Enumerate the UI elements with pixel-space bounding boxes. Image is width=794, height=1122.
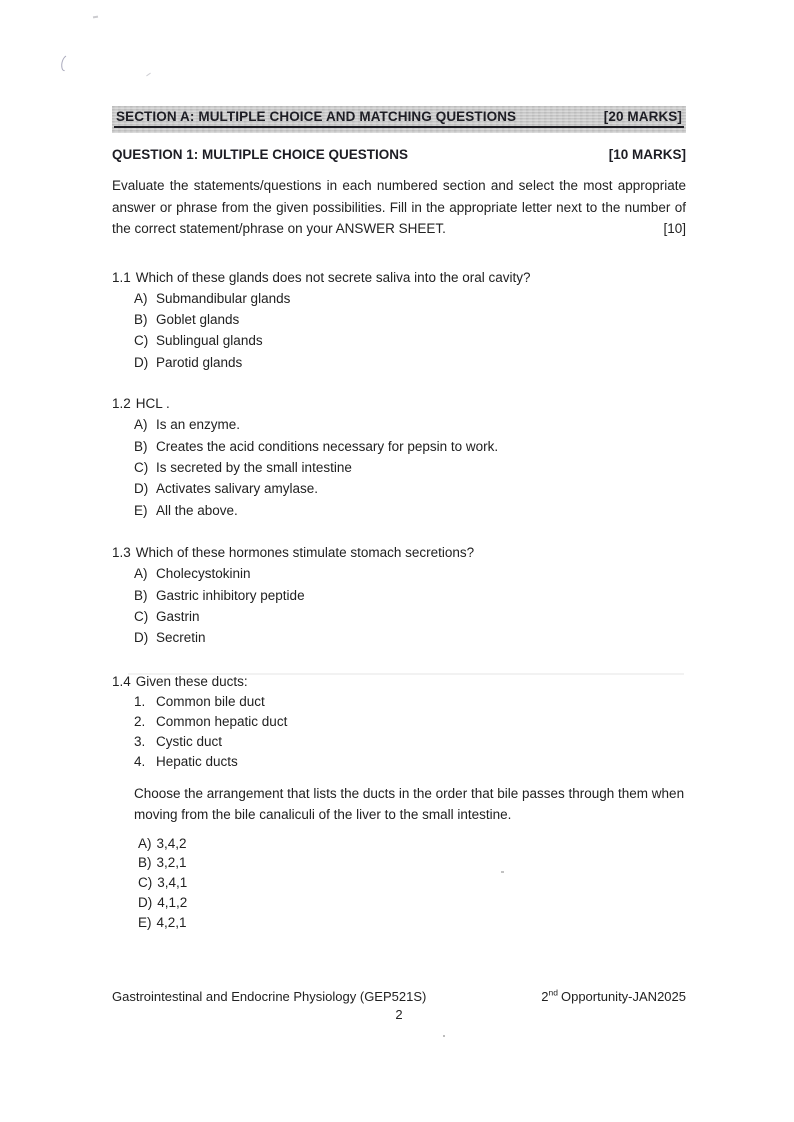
question-1-4 — [112, 671, 686, 933]
option-text: 4,1,2 — [157, 894, 188, 910]
document-body — [112, 0, 686, 933]
option-letter: D) — [134, 354, 149, 370]
question-1-3 — [112, 542, 686, 649]
option-text: 3,4,1 — [157, 875, 188, 891]
option-letter: A) — [134, 290, 148, 306]
question-title — [112, 393, 686, 414]
option-row — [138, 873, 686, 893]
question-title — [112, 542, 686, 563]
option-row — [138, 893, 686, 913]
option-row — [138, 853, 686, 873]
option-letter: C) — [134, 459, 149, 475]
option-row — [134, 309, 686, 330]
option-letter: A) — [138, 835, 152, 851]
option-text: Activates salivary amylase. — [156, 481, 319, 497]
option-text: Cholecystokinin — [156, 566, 251, 582]
option-text: 3,4,2 — [156, 835, 187, 851]
footer-session-number: 2 — [541, 989, 549, 1004]
question-1-1 — [112, 267, 686, 374]
option-row — [134, 500, 686, 521]
option-text: Creates the acid conditions necessary for pepsin to work. — [156, 438, 499, 454]
option-text: All the above. — [156, 502, 238, 518]
duct-list — [112, 692, 686, 773]
option-letter: B) — [134, 587, 148, 603]
option-letter: D) — [134, 481, 149, 497]
section-header-bar — [112, 106, 686, 133]
question-1-2 — [112, 393, 686, 521]
option-letter: E) — [138, 914, 152, 930]
page-number: 2 — [395, 1007, 403, 1022]
question-text: Which of these hormones stimulate stomach secretions? — [135, 545, 475, 561]
page-footer — [112, 989, 686, 1004]
question1-title: QUESTION 1: MULTIPLE CHOICE QUESTIONS — [112, 147, 409, 162]
option-text: Is secreted by the small intestine — [156, 459, 352, 475]
option-letter: B) — [138, 855, 152, 871]
list-text: Common bile duct — [156, 693, 265, 709]
footer-session-ordinal: nd — [548, 987, 558, 998]
option-text: 4,2,1 — [156, 914, 187, 930]
question-number: 1.2 — [112, 396, 131, 412]
option-text: Secretin — [156, 630, 206, 646]
option-text: Submandibular glands — [156, 290, 291, 306]
option-row — [134, 563, 686, 584]
footer-session-label: Opportunity-JAN2025 — [560, 989, 686, 1004]
list-text: Hepatic ducts — [156, 754, 238, 770]
question-title — [112, 671, 686, 692]
instructions-text: Evaluate the statements/questions in each numbered section and select the most appropriate answer or phrase from the given possibilities. Fill in the appropriate letter next to the number of the correct statement/phrase on your ANSWER SHEET. — [112, 178, 686, 236]
question-number: 1.1 — [112, 269, 131, 285]
option-letter: A) — [134, 417, 148, 433]
question-text: HCL . — [135, 396, 170, 412]
option-list — [112, 288, 686, 374]
option-row — [134, 330, 686, 351]
question-text: Given these ducts: — [135, 673, 248, 689]
section-marks: [20 MARKS] — [603, 109, 682, 124]
instructions-paragraph — [112, 175, 686, 240]
option-row — [134, 606, 686, 627]
option-letter: C) — [134, 333, 149, 349]
option-row — [138, 913, 686, 933]
section-title: SECTION A: MULTIPLE CHOICE AND MATCHING QUESTIONS — [116, 109, 517, 124]
list-item — [134, 712, 686, 732]
option-row — [134, 288, 686, 309]
list-marker: 4. — [134, 754, 146, 770]
option-row — [134, 457, 686, 478]
question-number: 1.3 — [112, 545, 131, 561]
list-item — [134, 732, 686, 752]
option-list — [112, 563, 686, 649]
option-text: Is an enzyme. — [156, 417, 241, 433]
option-row — [134, 436, 686, 457]
option-text: Gastric inhibitory peptide — [156, 587, 305, 603]
list-marker: 3. — [134, 734, 146, 750]
question1-header — [112, 147, 686, 162]
option-letter: C) — [138, 875, 153, 891]
option-text: 3,2,1 — [156, 855, 187, 871]
scan-speck — [443, 1035, 445, 1037]
question1-marks: [10 MARKS] — [608, 147, 686, 162]
scan-speck — [93, 16, 98, 19]
list-text: Common hepatic duct — [156, 713, 288, 729]
footer-session — [541, 989, 686, 1004]
list-marker: 1. — [134, 693, 146, 709]
list-item — [134, 752, 686, 772]
option-letter: B) — [134, 311, 148, 327]
question-title — [112, 267, 686, 288]
footer-course-title: Gastrointestinal and Endocrine Physiology (GEP521S) — [112, 989, 427, 1004]
option-letter: A) — [134, 566, 148, 582]
option-letter: B) — [134, 438, 148, 454]
question-followup: Choose the arrangement that lists the ducts in the order that bile passes through them when moving from the bile canaliculi of the liver to the small intestine. — [134, 785, 685, 822]
option-letter: E) — [134, 502, 148, 518]
option-text: Goblet glands — [156, 311, 240, 327]
question-number: 1.4 — [112, 673, 131, 689]
option-row — [134, 414, 686, 435]
option-list — [112, 834, 686, 933]
option-row — [134, 627, 686, 648]
question-text: Which of these glands does not secrete saliva into the oral cavity? — [135, 269, 531, 285]
option-row — [134, 585, 686, 606]
list-text: Cystic duct — [156, 734, 223, 750]
option-letter: D) — [134, 630, 149, 646]
list-item — [134, 692, 686, 712]
option-text: Parotid glands — [156, 354, 243, 370]
option-row — [134, 352, 686, 373]
option-text: Sublingual glands — [156, 333, 263, 349]
option-row — [138, 834, 686, 854]
option-row — [134, 478, 686, 499]
option-text: Gastrin — [156, 608, 200, 624]
list-marker: 2. — [134, 713, 146, 729]
option-letter: D) — [138, 894, 153, 910]
option-list — [112, 414, 686, 521]
option-letter: C) — [134, 608, 149, 624]
instructions-marks: [10] — [657, 218, 686, 240]
scan-pen-mark — [59, 54, 69, 74]
